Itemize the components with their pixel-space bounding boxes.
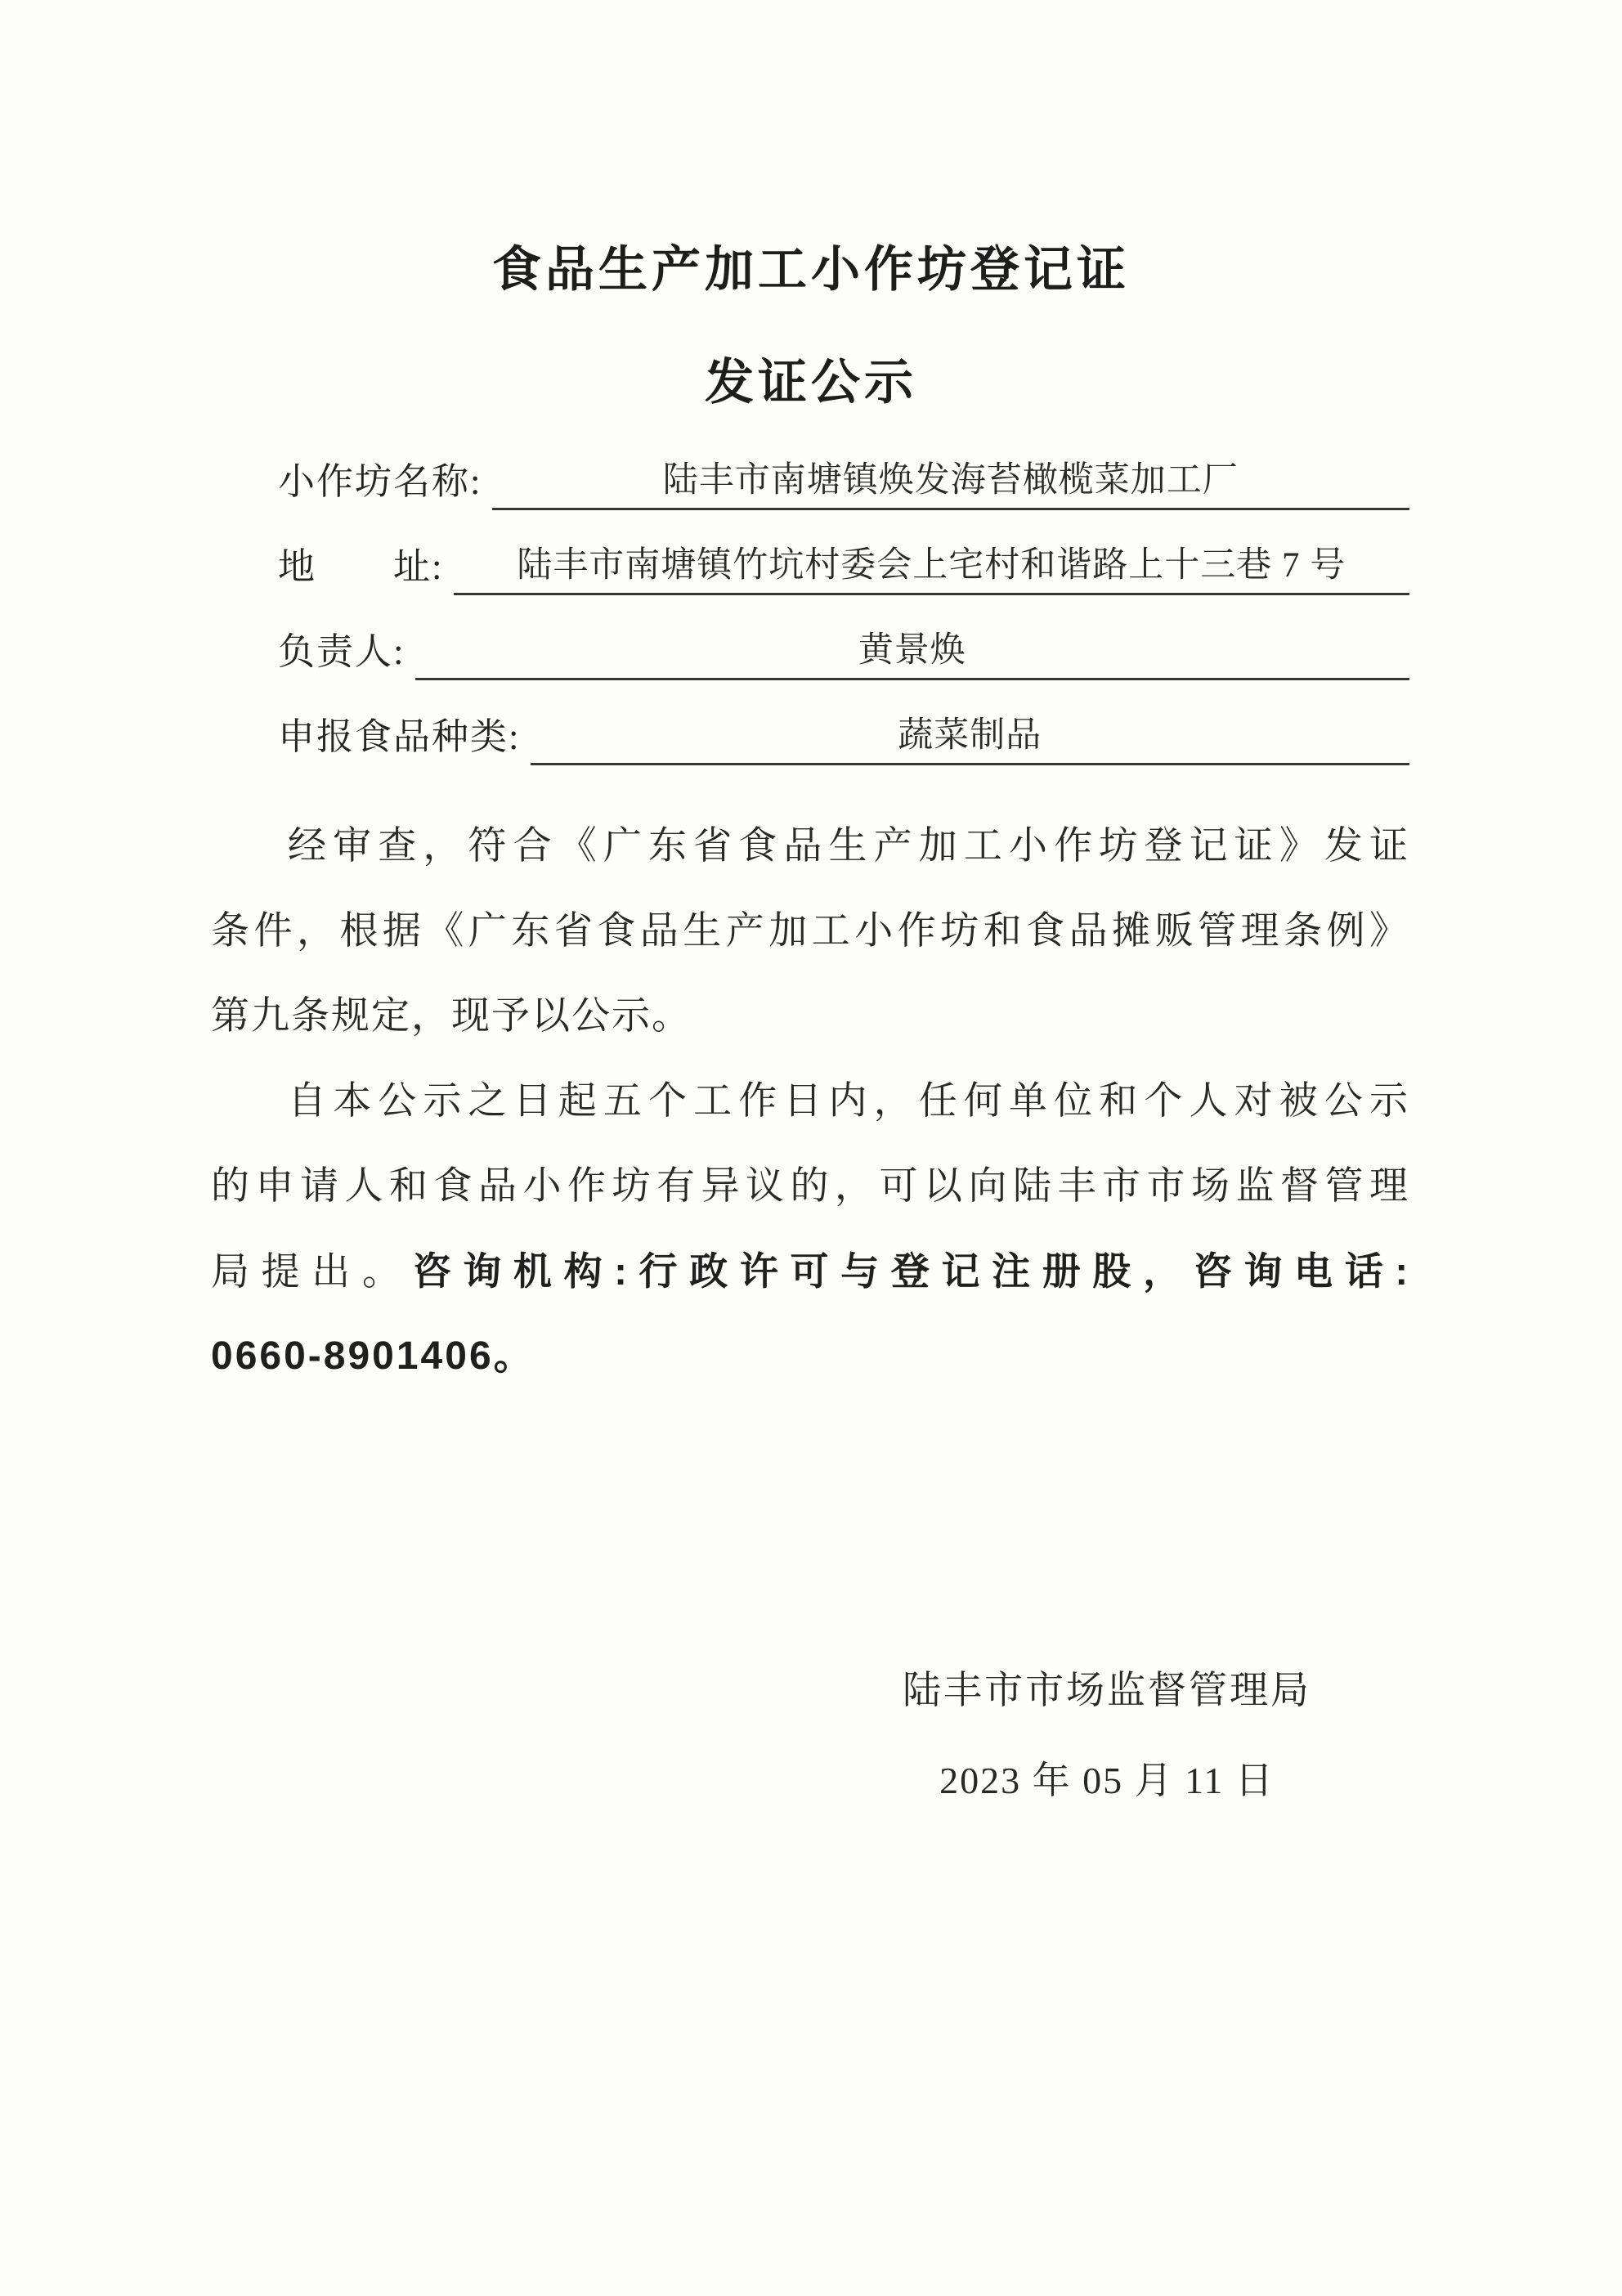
form-row-address	[278, 510, 1409, 595]
food-category-label: 申报食品种类:	[278, 716, 521, 757]
paragraph1-line1: 经审查，符合《广东省食品生产加工小作坊登记证》发证	[288, 825, 1409, 868]
issuing-authority: 陆丰市市场监督管理局	[903, 1670, 1311, 1712]
paragraph1-line2: 条件，根据《广东省食品生产加工小作坊和食品摊贩管理条例》	[211, 910, 1409, 953]
paragraph1-line3: 第九条规定，现予以公示。	[211, 995, 692, 1038]
form-row-food-category	[278, 680, 1409, 765]
form-row-workshop-name	[278, 425, 1409, 510]
paragraph2-line1: 自本公示之日起五个工作日内，任何单位和个人对被公示	[288, 1080, 1409, 1123]
form-row-responsible-person	[278, 595, 1409, 680]
document-title: 食品生产加工小作坊登记证	[492, 242, 1130, 297]
paragraph2-line2: 的申请人和食品小作坊有异议的，可以向陆丰市市场监督管理	[211, 1165, 1409, 1208]
document-subtitle: 发证公示	[705, 355, 917, 410]
food-category-value: 蔬菜制品	[531, 718, 1409, 765]
workshop-name-label: 小作坊名称:	[278, 461, 482, 502]
responsible-person-label: 负责人:	[278, 631, 406, 672]
address-value: 陆丰市南塘镇竹坑村委会上宅村和谐路上十三巷 7 号	[454, 548, 1409, 595]
consult-phone-number: 0660-8901406。	[211, 1334, 535, 1378]
registration-form	[278, 425, 1409, 765]
issue-date: 2023 年 05 月 11 日	[939, 1760, 1275, 1801]
address-label: 地 址:	[278, 546, 444, 587]
paragraph2-line3	[211, 1229, 1409, 1314]
notice-body	[211, 804, 1409, 1399]
paragraph2-line3-bold-text: 咨询机构:行政许可与登记注册股，咨询电话:	[412, 1249, 1409, 1293]
signature-block	[896, 1648, 1318, 1823]
responsible-person-value: 黄景焕	[415, 633, 1409, 680]
workshop-name-value: 陆丰市南塘镇焕发海苔橄榄菜加工厂	[492, 463, 1409, 510]
paragraph2-line3-normal-text: 局提出。	[211, 1251, 413, 1294]
